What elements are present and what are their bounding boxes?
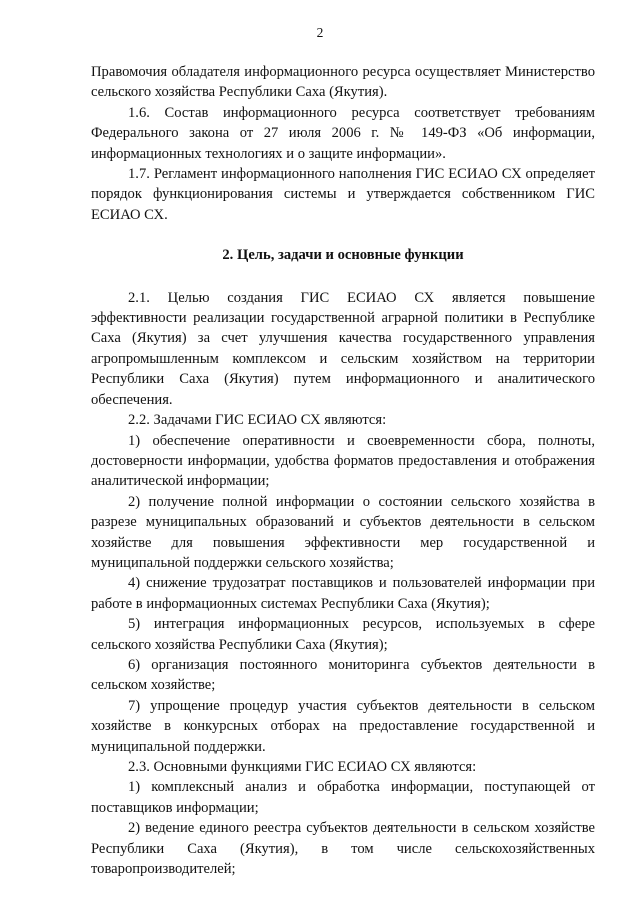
list-item: 6) организация постоянного мониторинга субъектов деятельности в сельском хозяйстве; (91, 656, 595, 694)
list-item: 4) снижение трудозатрат поставщиков и пользователей информации при работе в информационных системах Республики Саха (Якутия); (91, 575, 595, 612)
list-item: 5) интеграция информационных ресурсов, используемых в сфере сельского хозяйства Республики Саха (Якутия); (91, 616, 595, 653)
paragraph-1-6: 1.6. Состав информационного ресурса соответствует требованиям Федерального закона от 27 июля 2006 г. № 149-ФЗ «Об информации, информационных технологиях и о защите информации». (91, 104, 595, 162)
list-item: 1) комплексный анализ и обработка информации, поступающей от поставщиков информации; (91, 779, 595, 816)
paragraph-rights-holder: Правомочия обладателя информационного ресурса осуществляет Министерство сельского хозяйства Республики Саха (Якутия). (91, 64, 595, 101)
paragraph-2-3: 2.3. Основными функциями ГИС ЕСИАО СХ являются: (128, 759, 477, 775)
page-number: 2 (316, 25, 324, 40)
list-item: 2) ведение единого реестра субъектов деятельности в сельском хозяйстве Республики Саха (Якутия), в том числе сельскохозяйственных товаропроизводителей; (91, 820, 595, 878)
paragraph-2-2: 2.2. Задачами ГИС ЕСИАО СХ являются: (128, 412, 387, 429)
list-item: 1) обеспечение оперативности и своевременности сбора, полноты, достоверности информации, удобства форматов предоставления и отображения аналитической информации; (91, 432, 595, 490)
document-body (91, 62, 595, 879)
list-item: 2) получение полной информации о состоянии сельского хозяйства в разрезе муниципальных образований и субъектов деятельности в сельском хозяйстве для повышения эффективности мер государственной и муниципальной поддержки сельского хозяйства; (91, 493, 595, 571)
paragraph-1-7: 1.7. Регламент информационного наполнения ГИС ЕСИАО СХ определяет порядок функционирования системы и утверждается собственником ГИС ЕСИАО СХ. (91, 166, 595, 223)
list-item: 7) упрощение процедур участия субъектов деятельности в сельском хозяйстве в конкурсных отборах на предоставление государственной и муниципальной поддержки. (91, 697, 595, 755)
section-heading: 2. Цель, задачи и основные функции (222, 247, 464, 264)
paragraph-2-1: 2.1. Целью создания ГИС ЕСИАО СХ является повышение эффективности реализации государственной аграрной политики в Республике Саха (Якутия) за счет улучшения качества государственного управления агропромышленным комплексом и сельским хозяйством на территории Республики Саха (Якутия) путем информационного и аналитического обеспечения. (91, 289, 595, 408)
